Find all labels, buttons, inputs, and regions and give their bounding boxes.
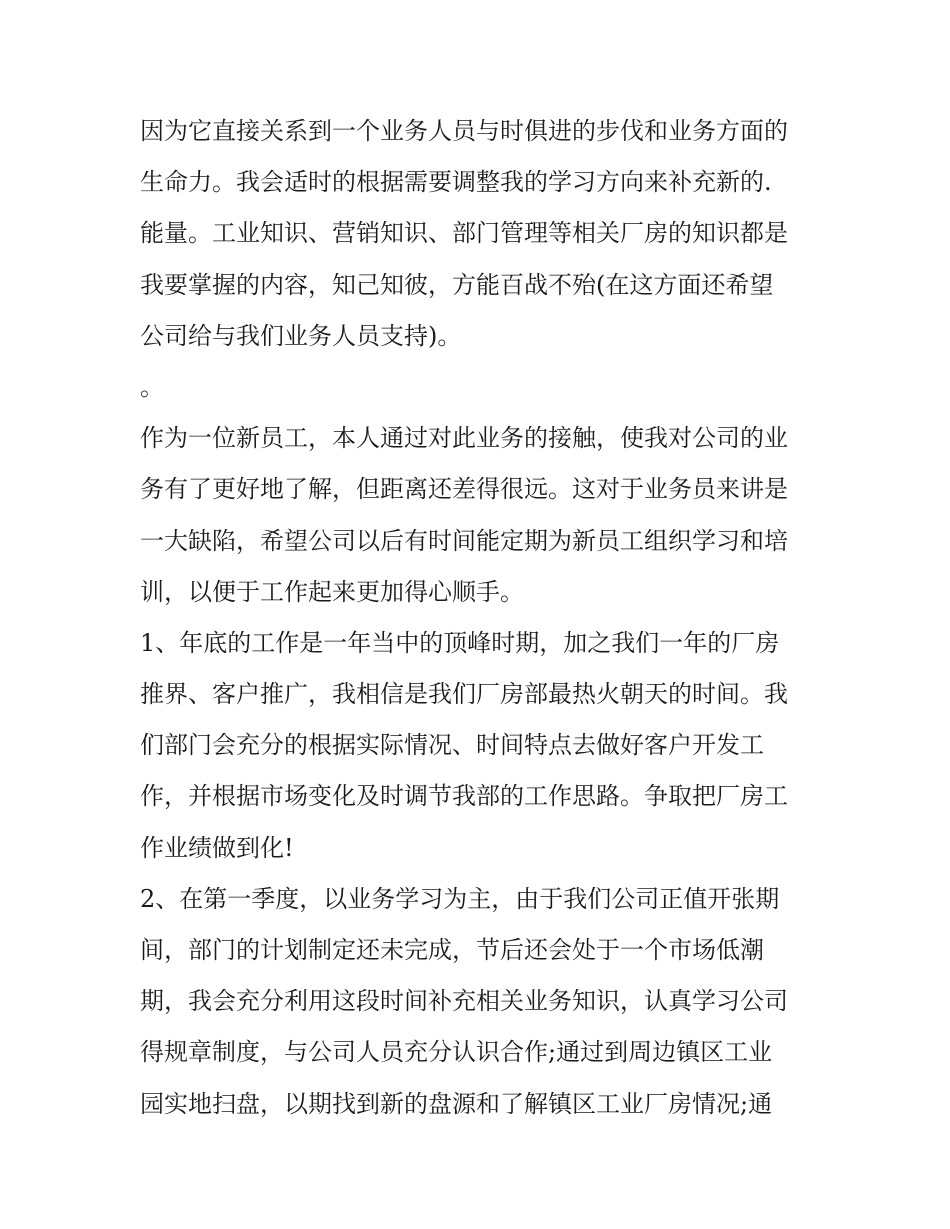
document-body	[140, 106, 820, 1130]
text-line: 推界、客户推广，我相信是我们厂房部最热火朝天的时间。我	[140, 680, 788, 709]
text-line: 1、年底的工作是一年当中的顶峰时期，加之我们一年的厂房	[140, 628, 780, 657]
text-line: 作业绩做到化!	[140, 833, 294, 862]
text-line: 。	[140, 372, 164, 401]
text-line: 公司给与我们业务人员支持)。	[140, 321, 462, 350]
text-line: 得规章制度，与公司人员充分认识合作;通过到周边镇区工业	[140, 1038, 773, 1067]
text-line: 能量。工业知识、营销知识、部门管理等相关厂房的知识都是	[140, 219, 788, 248]
text-line: 生命力。我会适时的根据需要调整我的学习方向来补充新的.	[140, 168, 772, 197]
text-line: 作为一位新员工，本人通过对此业务的接触，使我对公司的业	[140, 424, 788, 453]
text-line: 间，部门的计划制定还未完成，节后还会处于一个市场低潮	[140, 936, 764, 964]
text-line: 作，并根据市场变化及时调节我部的工作思路。争取把厂房工	[140, 782, 788, 811]
text-line: 训，以便于工作起来更加得心顺手。	[140, 577, 524, 606]
text-line: 因为它直接关系到一个业务人员与时俱进的步伐和业务方面的	[140, 117, 788, 145]
text-line: 务有了更好地了解，但距离还差得很远。这对于业务员来讲是	[140, 475, 788, 504]
text-line: 们部门会充分的根据实际情况、时间特点去做好客户开发工	[140, 731, 764, 760]
text-line: 期，我会充分利用这段时间补充相关业务知识，认真学习公司	[140, 987, 788, 1016]
text-line: 我要掌握的内容，知己知彼，方能百战不殆(在这方面还希望	[140, 270, 774, 299]
text-line: 一大缺陷，希望公司以后有时间能定期为新员工组织学习和培	[140, 526, 788, 555]
text-line: 2、在第一季度，以业务学习为主，由于我们公司正值开张期	[140, 884, 780, 913]
text-line: 园实地扫盘，以期找到新的盘源和了解镇区工业厂房情况;通	[140, 1089, 773, 1118]
